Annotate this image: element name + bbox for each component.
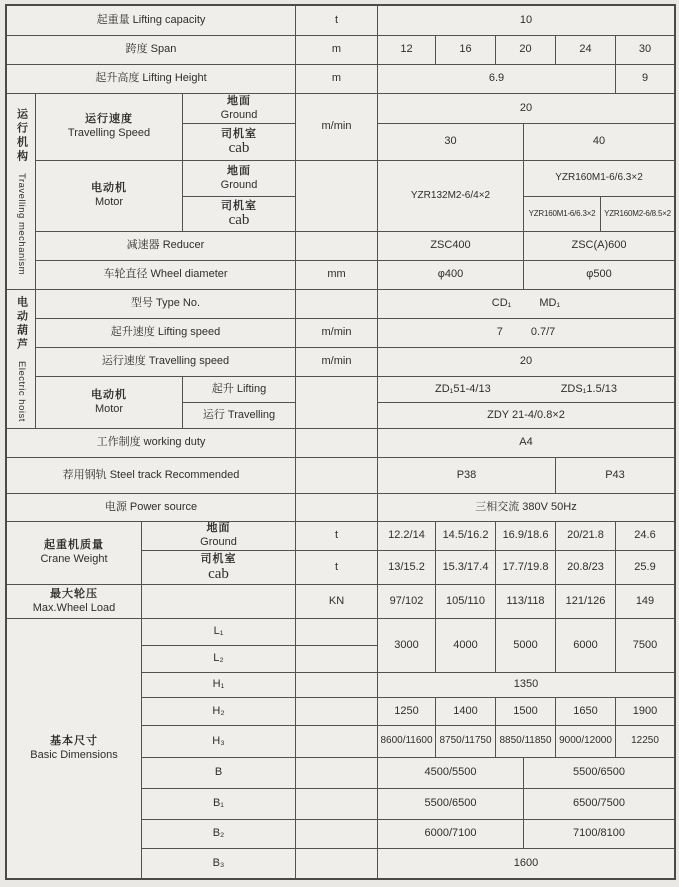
travelling-speed-cab-label: 司机室 cab [182,123,295,160]
section-electric-hoist-zh: 电动葫芦 [15,296,28,353]
max-wheel-load-unit: KN [295,584,377,618]
travelling-speed-ground-label: 地面 Ground [182,93,295,123]
steel-track-value-1: P38 [377,457,555,493]
lifting-height-label: 起升高度 Lifting Height [7,64,295,93]
crane-weight-ground-value-5: 24.6 [615,521,674,550]
hoist-motor-travelling-value: ZDY 21-4/0.8×2 [377,402,674,428]
hoist-travelling-speed-unit: m/min [295,347,377,376]
dimension-L-value-3: 5000 [495,618,555,672]
dimension-L1-label: L₁ [141,618,295,645]
dimension-B2-unit-cell [295,819,377,848]
crane-weight-ground-value-2: 14.5/16.2 [435,521,495,550]
lifting-height-unit: m [295,64,377,93]
dimension-H3-value-2: 8750/11750 [435,725,495,757]
dimension-H3-value-4: 9000/12000 [555,725,615,757]
dimension-B2-label: B₂ [141,819,295,848]
hoist-travelling-speed-value: 20 [377,347,674,376]
dimension-H2-value-2: 1400 [435,697,495,725]
crane-weight-cab-unit: t [295,550,377,584]
travelling-speed-cab-value-left: 30 [377,123,523,160]
hoist-lifting-speed-unit: m/min [295,318,377,347]
dimension-B1-label: B₁ [141,788,295,819]
section-travelling-mechanism [7,93,35,289]
max-wheel-load-value-3: 113/118 [495,584,555,618]
dimension-H1-value: 1350 [377,672,674,697]
crane-weight-cab-value-2: 15.3/17.4 [435,550,495,584]
span-value-4: 24 [555,35,615,64]
crane-weight-label: 起重机质量 Crane Weight [7,521,141,584]
max-wheel-load-value-4: 121/126 [555,584,615,618]
travelling-speed-label: 运行速度 Travelling Speed [35,93,182,160]
reducer-value-2: ZSC(A)600 [523,231,674,260]
crane-weight-ground-value-4: 20/21.8 [555,521,615,550]
hoist-motor-lifting-values [377,376,674,402]
span-value-5: 30 [615,35,674,64]
dimension-B-value-1: 4500/5500 [377,757,523,788]
lifting-capacity-unit: t [295,6,377,35]
dimension-B3-value: 1600 [377,848,674,878]
max-wheel-load-label: 最大轮压 Max.Wheel Load [7,584,141,618]
wheel-diameter-unit: mm [295,260,377,289]
working-duty-label: 工作制度 working duty [7,428,295,457]
hoist-motor-travelling-label: 运行 Travelling [182,402,295,428]
power-source-unit-cell [295,493,377,521]
max-wheel-load-sub-cell [141,584,295,618]
working-duty-value: A4 [377,428,674,457]
hoist-lifting-speed-value-1: 7 [496,326,503,339]
dimension-B3-label: B₃ [141,848,295,878]
steel-track-label: 荐用钢轨 Steel track Recommended [7,457,295,493]
dimension-H2-value-5: 1900 [615,697,674,725]
travelling-speed-ground-value: 20 [377,93,674,123]
dimension-L2-unit-cell [295,645,377,672]
dimension-L1-unit-cell [295,618,377,645]
hoist-motor-label: 电动机 Motor [35,376,182,428]
dimension-B1-value-1: 5500/6500 [377,788,523,819]
hoist-motor-lifting-value-2: ZDS₁1.5/13 [560,382,617,395]
lifting-height-value-main: 6.9 [377,64,615,93]
hoist-motor-lifting-label: 起升 Lifting [182,376,295,402]
crane-weight-ground-unit: t [295,521,377,550]
type-no-unit-cell [295,289,377,318]
dimension-H2-unit-cell [295,697,377,725]
dimension-B-value-2: 5500/6500 [523,757,674,788]
crane-weight-cab-label: 司机室 cab [141,550,295,584]
span-unit: m [295,35,377,64]
type-no-value-2: MD₁ [539,297,561,310]
span-label: 跨度 Span [7,35,295,64]
crane-weight-ground-value-1: 12.2/14 [377,521,435,550]
wheel-diameter-label: 车轮直径 Wheel diameter [35,260,295,289]
dimension-H2-label: H₂ [141,697,295,725]
hoist-travelling-speed-label: 运行速度 Travelling speed [35,347,295,376]
steel-track-value-2: P43 [555,457,674,493]
dimension-B1-value-2: 6500/7500 [523,788,674,819]
max-wheel-load-value-5: 149 [615,584,674,618]
dimension-B1-unit-cell [295,788,377,819]
crane-weight-cab-value-3: 17.7/19.8 [495,550,555,584]
crane-specification-table [5,4,676,880]
hoist-lifting-speed-values [377,318,674,347]
crane-motor-label: 电动机 Motor [35,160,182,231]
crane-motor-cab-label: 司机室 cab [182,196,295,231]
reducer-label: 减速器 Reducer [35,231,295,260]
dimension-H3-label: H₃ [141,725,295,757]
hoist-lifting-speed-label: 起升速度 Lifting speed [35,318,295,347]
span-value-2: 16 [435,35,495,64]
dimension-H3-value-3: 8850/11850 [495,725,555,757]
travelling-speed-cab-value-right: 40 [523,123,674,160]
lifting-height-value-last: 9 [615,64,674,93]
dimension-B2-value-2: 7100/8100 [523,819,674,848]
crane-motor-ground-label: 地面 Ground [182,160,295,196]
dimension-L-value-2: 4000 [435,618,495,672]
reducer-unit-cell [295,231,377,260]
dimension-H2-value-3: 1500 [495,697,555,725]
crane-weight-cab-value-4: 20.8/23 [555,550,615,584]
power-source-label: 电源 Power source [7,493,295,521]
span-value-1: 12 [377,35,435,64]
span-value-3: 20 [495,35,555,64]
crane-weight-ground-value-3: 16.9/18.6 [495,521,555,550]
crane-motor-value-cab-right: YZR160M2-6/8.5×2 [600,196,674,231]
crane-motor-unit-cell [295,160,377,231]
travelling-speed-unit: m/min [295,93,377,160]
steel-track-unit-cell [295,457,377,493]
crane-weight-ground-label: 地面 Ground [141,521,295,550]
dimension-B-label: B [141,757,295,788]
lifting-capacity-value: 10 [377,6,674,35]
dimension-H2-value-4: 1650 [555,697,615,725]
max-wheel-load-value-2: 105/110 [435,584,495,618]
dimension-H1-label: H₁ [141,672,295,697]
dimension-H3-value-5: 12250 [615,725,674,757]
dimension-L-value-1: 3000 [377,618,435,672]
dimension-L-value-4: 6000 [555,618,615,672]
dimension-L-value-5: 7500 [615,618,674,672]
type-no-value-1: CD₁ [491,297,512,310]
wheel-diameter-value-1: φ400 [377,260,523,289]
basic-dimensions-label: 基本尺寸 Basic Dimensions [7,618,141,878]
crane-motor-value-cab-left: YZR160M1-6/6.3×2 [523,196,600,231]
hoist-motor-unit-cell [295,376,377,428]
max-wheel-load-value-1: 97/102 [377,584,435,618]
wheel-diameter-value-2: φ500 [523,260,674,289]
hoist-motor-lifting-value-1: ZD₁51-4/13 [435,382,491,395]
dimension-L2-label: L₂ [141,645,295,672]
hoist-lifting-speed-value-2: 0.7/7 [530,326,556,339]
section-travelling-mechanism-zh: 运行机构 [15,107,28,164]
crane-weight-cab-value-5: 25.9 [615,550,674,584]
power-source-value: 三相交流 380V 50Hz [377,493,674,521]
section-travelling-mechanism-en: Travelling mechanism [15,172,27,276]
type-no-values [377,289,674,318]
dimension-B2-value-1: 6000/7100 [377,819,523,848]
dimension-H3-value-1: 8600/11600 [377,725,435,757]
dimension-H2-value-1: 1250 [377,697,435,725]
dimension-B3-unit-cell [295,848,377,878]
crane-motor-value-main: YZR132M2-6/4×2 [377,160,523,231]
dimension-H1-unit-cell [295,672,377,697]
dimension-B-unit-cell [295,757,377,788]
dimension-H3-unit-cell [295,725,377,757]
lifting-capacity-label: 起重量 Lifting capacity [96,13,206,26]
type-no-label: 型号 Type No. [35,289,295,318]
reducer-value-1: ZSC400 [377,231,523,260]
working-duty-unit-cell [295,428,377,457]
section-electric-hoist [7,289,35,428]
section-electric-hoist-en: Electric hoist [15,361,27,422]
crane-motor-value-ground-right: YZR160M1-6/6.3×2 [523,160,674,196]
crane-weight-cab-value-1: 13/15.2 [377,550,435,584]
